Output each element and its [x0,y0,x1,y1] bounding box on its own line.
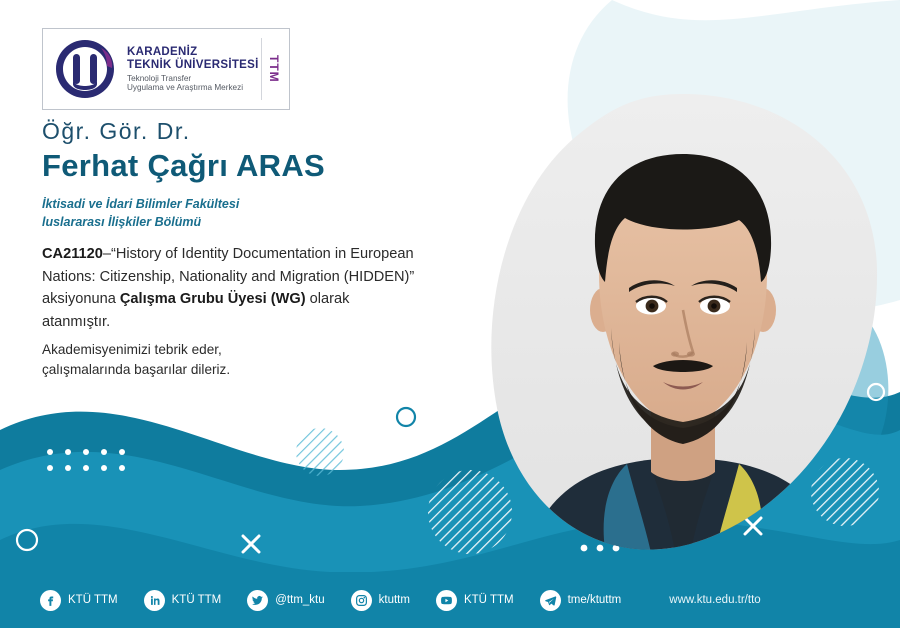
social-twitter[interactable] [247,590,324,611]
faculty-line-1: İktisadi ve İdari Bilimler Fakültesi [42,197,240,211]
footer-bar [0,572,900,628]
code-dash: – [102,246,111,262]
ktu-emblem-icon [49,36,121,102]
social-instagram[interactable] [351,590,410,611]
logo-line-3: Teknoloji Transfer [127,73,192,83]
logo-line-2: TEKNİK ÜNİVERSİTESİ [127,58,259,71]
social-linkedin-handle: KTÜ TTM [171,594,222,606]
faculty-line-2: luslararası İlişkiler Bölümü [42,215,202,230]
logo-text-block [121,46,261,92]
social-instagram-handle: ktuttm [378,594,410,606]
social-telegram-handle: tme/ktuttm [567,594,622,606]
person-name: Ferhat Çağrı ARAS [42,148,325,183]
portrait-photo [487,92,879,562]
portrait-blob-mask [487,92,879,562]
social-youtube-handle: KTÜ TTM [463,594,514,606]
ktu-ttm-logo [42,28,290,110]
logo-line-1: KARADENİZ [127,45,198,58]
social-linkedin[interactable] [144,590,222,611]
social-twitter-handle: @ttm_ktu [275,594,325,606]
instagram-icon [351,590,372,611]
linkedin-icon [144,590,165,611]
announcement-middle: aksiyonuna [42,291,120,308]
website-url[interactable]: www.ktu.edu.tr/tto [669,594,761,606]
person-faculty [42,195,239,231]
project-code: CA21120 [42,246,103,262]
announcement-tail: olarak atanmıştır. [42,291,350,330]
announcement-body [42,243,420,333]
assigned-role: Çalışma Grubu Üyesi (WG) [119,291,306,308]
youtube-icon [436,590,457,611]
person-academic-title: Öğr. Gör. Dr. [42,118,191,144]
logo-ttm-label: TTM [261,38,283,100]
social-facebook[interactable] [40,590,118,611]
telegram-icon [540,590,561,611]
congrats-line-2: çalışmalarında başarılar dileriz. [42,362,231,378]
twitter-icon [247,590,268,611]
congrats-line-1: Akademisyenimizi tebrik eder, [42,342,222,357]
social-facebook-handle: KTÜ TTM [68,594,118,606]
logo-line-4: Uygulama ve Araştırma Merkezi [127,82,244,92]
social-youtube[interactable] [436,590,514,611]
project-title: “History of Identity Documentation in European Nations: Citizenship, Nationality and Migration (HIDDEN)” [42,246,415,285]
social-telegram[interactable] [540,590,622,611]
facebook-icon [40,590,61,611]
congratulations-text [42,340,372,381]
